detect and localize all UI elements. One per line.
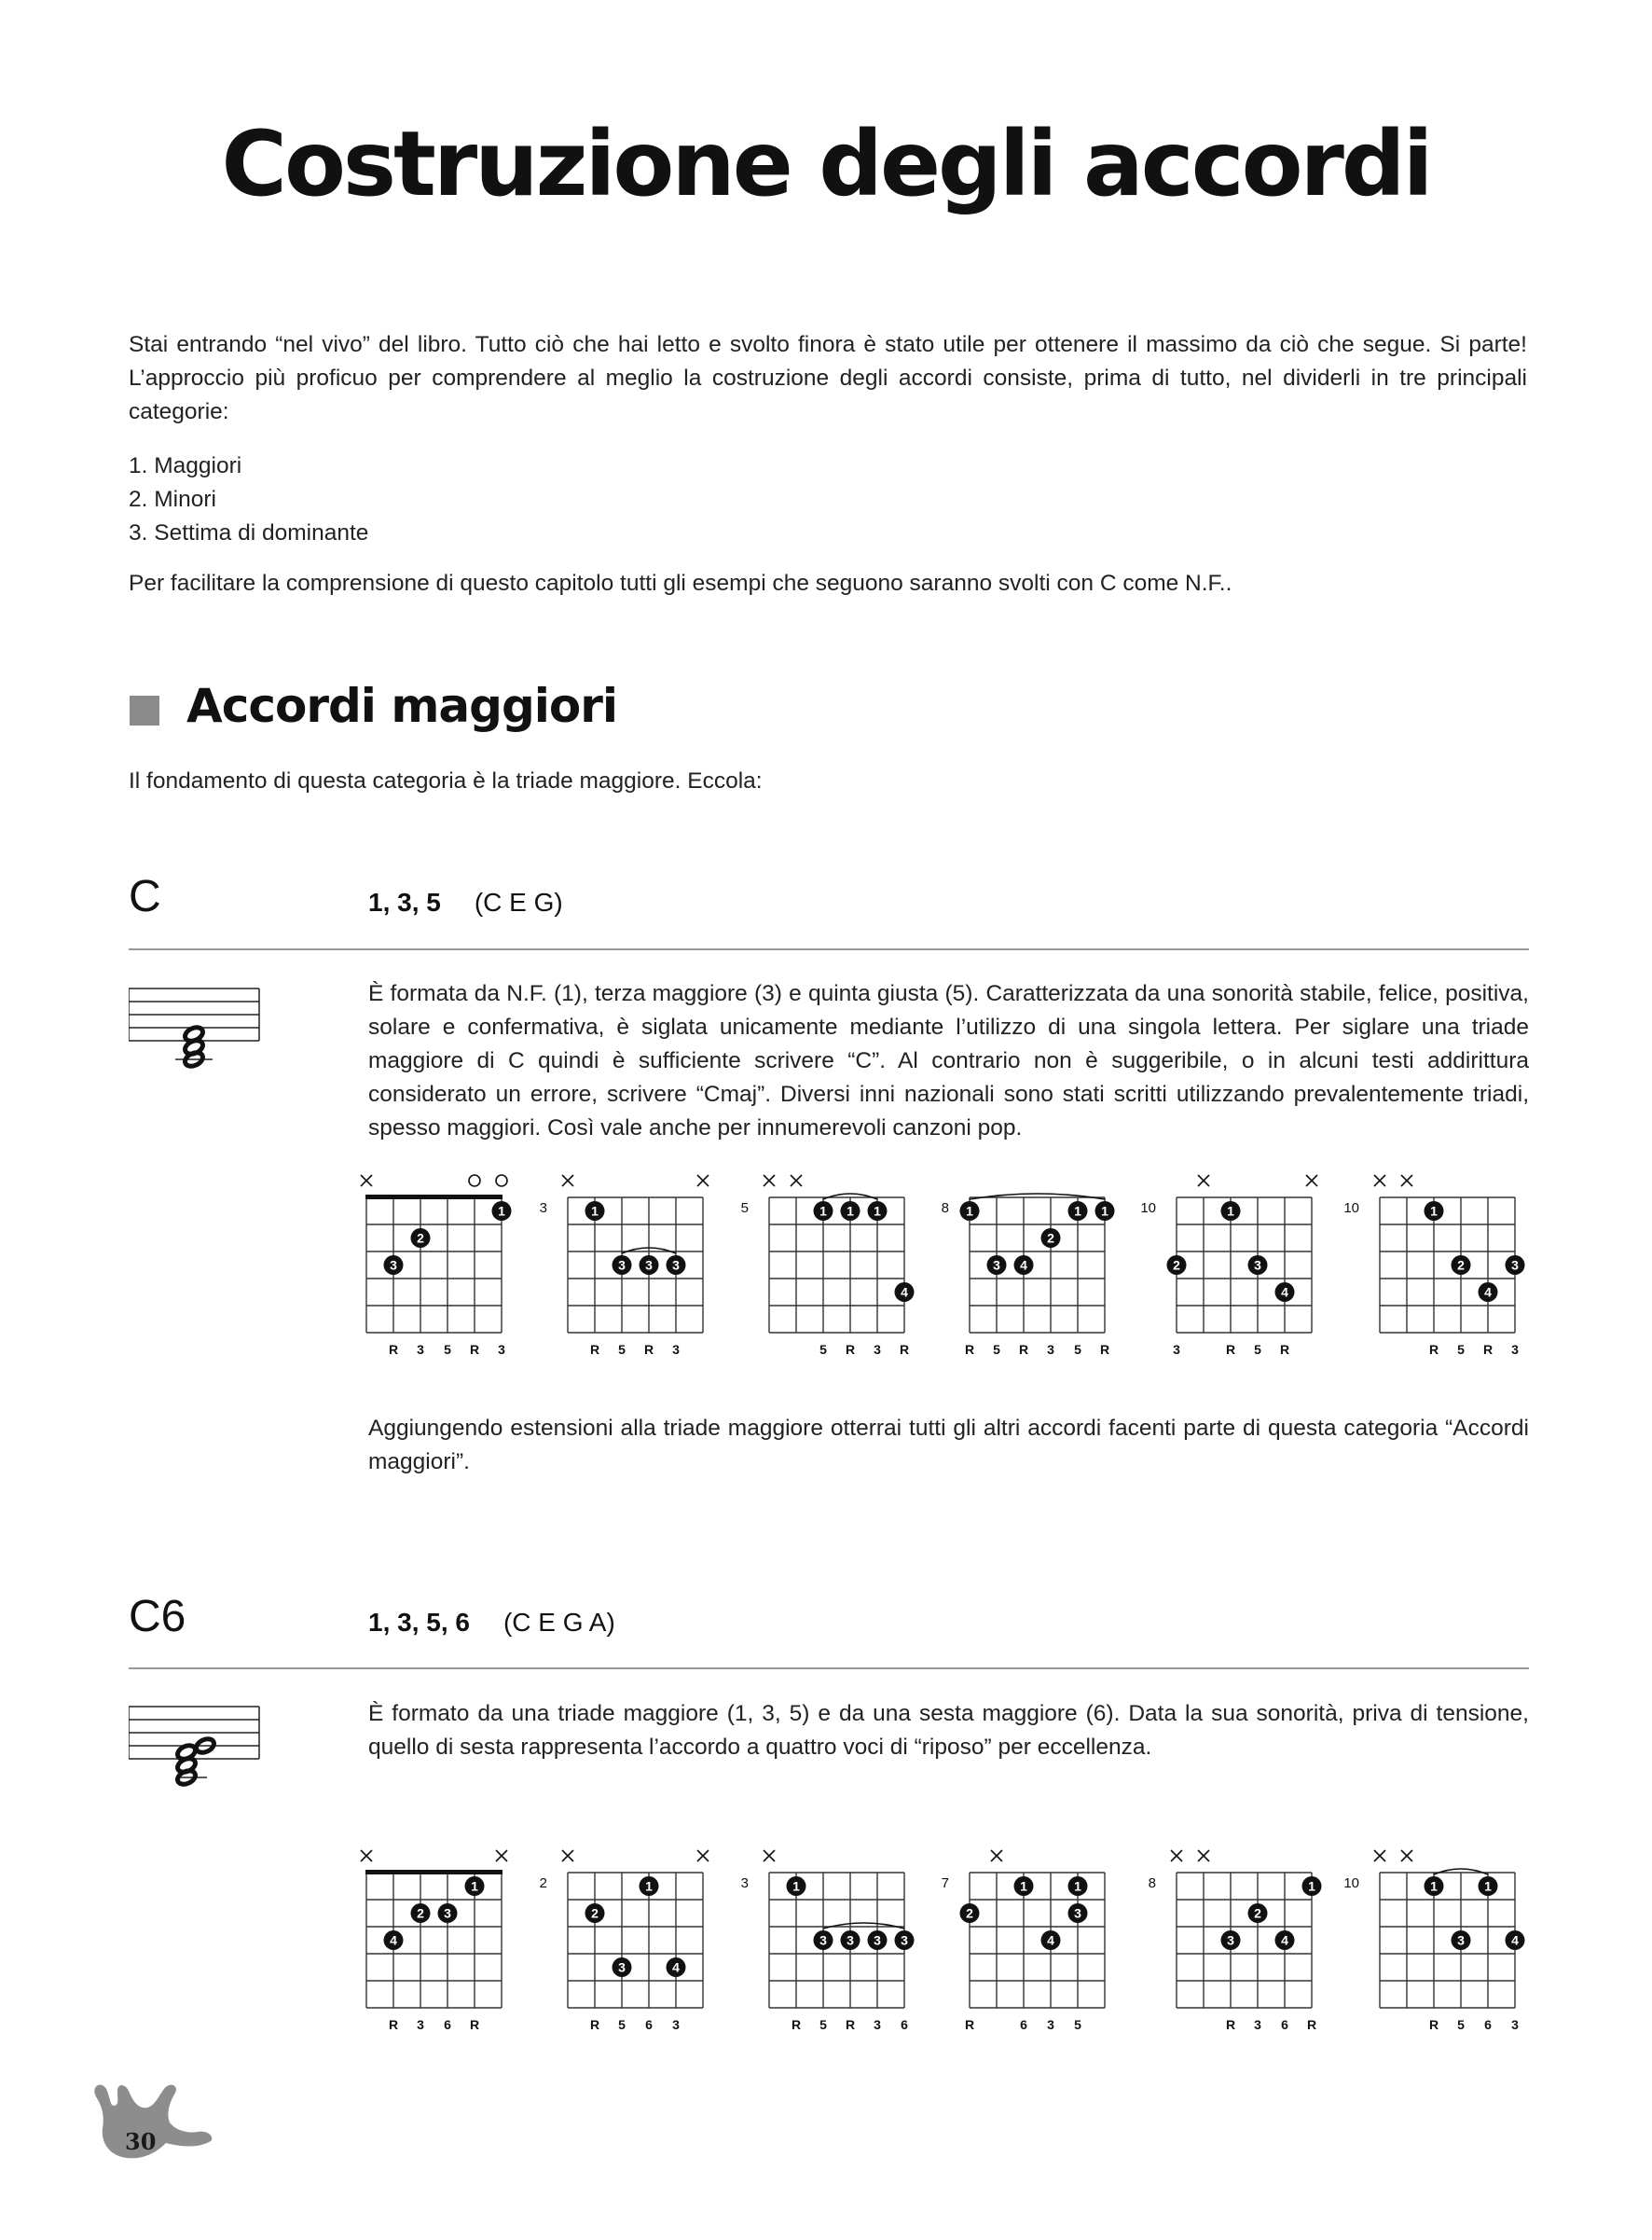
finger-number: 4 [1020,1257,1027,1273]
chord-diagram [932,1835,1123,2073]
finger-number: 3 [618,1257,626,1273]
finger-number: 2 [1047,1230,1054,1246]
chord-notes: (C E G) [474,888,563,917]
interval-label: 3 [1173,1342,1180,1357]
chord-intervals: 1, 3, 5, 6 [368,1608,470,1637]
open-string-icon [496,1175,507,1186]
barre-arc [823,1923,904,1929]
note-paragraph: Per facilitare la comprensione di questo capitolo tutti gli esempi che seguono saranno svolti con C come N.F.. [129,571,1232,596]
divider [129,1667,1529,1669]
finger-number: 1 [471,1878,478,1894]
interval-label: 5 [1457,2017,1465,2032]
interval-label: 3 [874,1342,881,1357]
interval-label: R [469,1342,480,1357]
interval-label: R [1225,2017,1236,2032]
fret-number: 7 [941,1875,949,1891]
chord-after-text: Aggiungendo estensioni alla triade maggiore otterrai tutti gli altri accordi facenti parte di questa categoria “Accordi maggiori”. [368,1416,1529,1474]
category-item: 3. Settima di dominante [129,520,369,546]
chord-diagram [1342,1835,1534,2073]
chord-name: C [129,872,161,921]
chord-diagram [932,1160,1123,1398]
finger-number: 1 [1430,1203,1438,1219]
interval-label: 3 [1254,2017,1261,2032]
interval-label: 6 [1281,2017,1288,2032]
fret-number: 10 [1343,1875,1359,1891]
finger-number: 1 [1430,1878,1438,1894]
interval-label: 3 [498,1342,505,1357]
interval-label: 6 [645,2017,653,2032]
finger-number: 2 [966,1905,973,1921]
chord-diagram [329,1835,520,2073]
finger-number: 1 [1074,1203,1081,1219]
staff-notation-c6 [129,1703,261,1787]
interval-label: 5 [1254,1342,1261,1357]
interval-label: 5 [1457,1342,1465,1357]
finger-number: 1 [819,1203,827,1219]
finger-number: 3 [390,1257,397,1273]
finger-number: 3 [645,1257,653,1273]
interval-label: R [964,1342,975,1357]
section-title: Accordi maggiori [186,679,618,733]
chord-diagram [1139,1835,1330,2073]
interval-label: 3 [1511,2017,1519,2032]
finger-number: 4 [390,1932,397,1948]
interval-label: 3 [417,1342,424,1357]
intro-paragraph: Stai entrando “nel vivo” del libro. Tutto ciò che hai letto e svolto finora è stato utile per ottenere il massimo da ciò che segue. Si parte! L’approccio più proficuo per comprendere al meglio la costruzione degli accordi consiste, prima di tutto, nel dividerli in tre principali categorie: [129,332,1527,424]
finger-number: 2 [1457,1257,1465,1273]
page-title: Costruzione degli accordi [221,112,1431,216]
interval-label: 5 [1074,1342,1081,1357]
section-marker [130,696,159,726]
barre-arc [970,1194,1105,1199]
finger-number: 1 [1308,1878,1315,1894]
finger-number: 2 [1254,1905,1261,1921]
finger-number: 3 [1511,1257,1519,1273]
chord-formula [368,888,563,918]
interval-label: 3 [672,1342,680,1357]
staff-notation-c [129,985,261,1069]
nut [365,1870,502,1874]
finger-number: 3 [874,1932,881,1948]
finger-number: 1 [1484,1878,1492,1894]
interval-label: R [1428,2017,1439,2032]
fret-number: 5 [740,1200,749,1216]
divider [129,948,1529,950]
chord-notes: (C E G A) [502,1608,615,1637]
interval-label: 5 [618,1342,626,1357]
fret-number: 3 [740,1875,749,1891]
interval-label: 5 [618,2017,626,2032]
finger-number: 1 [1020,1878,1027,1894]
finger-number: 4 [672,1959,680,1975]
finger-number: 1 [847,1203,854,1219]
category-list [129,449,368,550]
finger-number: 3 [1457,1932,1465,1948]
interval-label: R [1279,1342,1290,1357]
finger-number: 3 [618,1959,626,1975]
interval-label: 3 [1511,1342,1519,1357]
interval-label: R [643,1342,654,1357]
interval-label: 6 [444,2017,451,2032]
interval-label: 5 [819,1342,827,1357]
finger-number: 4 [1511,1932,1519,1948]
open-string-icon [469,1175,480,1186]
fret-number: 2 [539,1875,547,1891]
chord-diagram [530,1835,722,2073]
finger-number: 1 [591,1203,599,1219]
finger-number: 3 [1254,1257,1261,1273]
interval-label: 5 [1074,2017,1081,2032]
interval-label: R [1225,1342,1236,1357]
nut [365,1195,502,1199]
finger-number: 2 [591,1905,599,1921]
finger-number: 1 [1074,1878,1081,1894]
chord-diagram [530,1160,722,1398]
interval-label: R [469,2017,480,2032]
chord-description: È formata da N.F. (1), terza maggiore (3) e quinta giusta (5). Caratterizzata da una sonorità stabile, felice, positiva, solare e confermativa, è siglata unicamente mediante l’utilizzo di una singola lettera. Per siglare una triade maggiore di C quindi è sufficiente scrivere “C”. Al contrario non è suggeribile, o in alcuni testi addirittura considerato un errore, scrivere “Cmaj”. Diversi inni nazionali sono stati scritti utilizzando prevalentemente triadi, spesso maggiori. Così vale anche per innumerevoli canzoni pop. [368,981,1529,1141]
finger-number: 3 [819,1932,827,1948]
interval-label: 3 [417,2017,424,2032]
chord-name: C6 [129,1592,186,1641]
interval-label: R [1482,1342,1494,1357]
page-number-badge [78,2081,218,2165]
interval-label: R [589,2017,600,2032]
finger-number: 1 [966,1203,973,1219]
finger-number: 4 [1047,1932,1054,1948]
finger-number: 3 [444,1905,451,1921]
chord-diagram [732,1160,923,1398]
interval-label: 5 [819,2017,827,2032]
finger-number: 4 [1281,1932,1288,1948]
finger-number: 3 [1227,1932,1234,1948]
interval-label: 3 [1047,2017,1054,2032]
finger-number: 4 [901,1284,908,1300]
finger-number: 1 [645,1878,653,1894]
finger-number: 3 [672,1257,680,1273]
chord-intervals: 1, 3, 5 [368,888,441,917]
interval-label: R [1306,2017,1317,2032]
finger-number: 2 [1173,1257,1180,1273]
interval-label: R [1428,1342,1439,1357]
interval-label: 5 [444,1342,451,1357]
category-item: 2. Minori [129,487,216,512]
interval-label: R [899,1342,910,1357]
interval-label: R [791,2017,802,2032]
fret-number: 10 [1343,1200,1359,1216]
page-number: 30 [125,2128,157,2155]
finger-number: 3 [901,1932,908,1948]
finger-number: 2 [417,1230,424,1246]
chord-diagram [1342,1160,1534,1398]
finger-number: 1 [792,1878,800,1894]
interval-label: R [388,1342,399,1357]
interval-label: R [388,2017,399,2032]
finger-number: 1 [1227,1203,1234,1219]
section-subtitle: Il fondamento di questa categoria è la triade maggiore. Eccola: [129,768,763,794]
chord-diagram [1139,1160,1330,1398]
fret-number: 8 [941,1200,949,1216]
interval-label: R [845,2017,856,2032]
interval-label: 5 [993,1342,1000,1357]
fret-number: 10 [1140,1200,1156,1216]
interval-label: R [589,1342,600,1357]
chord-diagram [329,1160,520,1398]
fret-number: 8 [1148,1875,1156,1891]
finger-number: 1 [1101,1203,1108,1219]
finger-number: 2 [417,1905,424,1921]
interval-label: 6 [1484,2017,1492,2032]
finger-number: 3 [993,1257,1000,1273]
interval-label: 6 [1020,2017,1027,2032]
chord-diagram [732,1835,923,2073]
finger-number: 3 [1074,1905,1081,1921]
finger-number: 4 [1281,1284,1288,1300]
chord-formula [368,1608,615,1638]
interval-label: 6 [901,2017,908,2032]
interval-label: 3 [672,2017,680,2032]
interval-label: R [1099,1342,1110,1357]
interval-label: R [964,2017,975,2032]
fret-number: 3 [539,1200,547,1216]
chord-description: È formato da una triade maggiore (1, 3, 5) e da una sesta maggiore (6). Data la sua sonorità, priva di tensione, quello di sesta rappresenta l’accordo a quattro voci di “riposo” per eccellenza. [368,1701,1529,1760]
finger-number: 4 [1484,1284,1492,1300]
interval-label: R [845,1342,856,1357]
category-item: 1. Maggiori [129,453,242,478]
finger-number: 1 [874,1203,881,1219]
finger-number: 3 [847,1932,854,1948]
interval-label: 3 [1047,1342,1054,1357]
interval-label: 3 [874,2017,881,2032]
finger-number: 1 [498,1203,505,1219]
interval-label: R [1018,1342,1029,1357]
